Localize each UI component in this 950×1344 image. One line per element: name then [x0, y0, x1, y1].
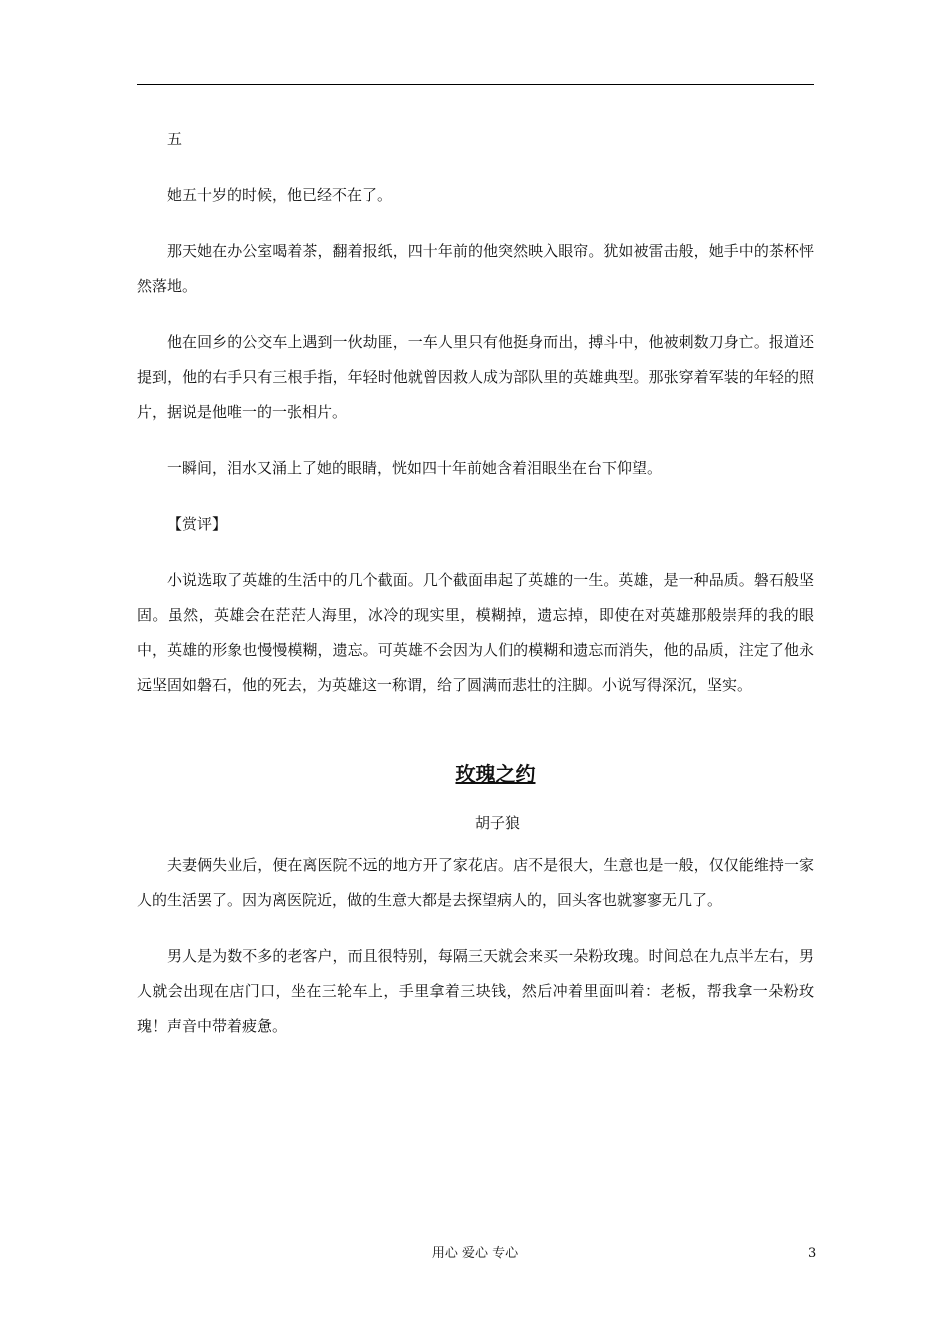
page-number: 3 [808, 1246, 817, 1261]
story-header [137, 754, 814, 838]
header-rule [137, 84, 814, 85]
document-body [137, 122, 814, 1065]
paragraph: 男人是为数不多的老客户，而且很特别，每隔三天就会来买一朵粉玫瑰。时间总在九点半左右，男人就会出现在店门口，坐在三轮车上，手里拿着三块钱，然后冲着里面叫着：老板，帮我拿一朵粉玫瑰！声音中带着疲惫。 [137, 947, 814, 1035]
footer-motto: 用心 爱心 专心 [431, 1246, 519, 1261]
paragraph: 那天她在办公室喝着茶，翻着报纸，四十年前的他突然映入眼帘。犹如被雷击般，她手中的茶杯怦然落地。 [137, 242, 814, 295]
story-author: 胡子狼 [474, 814, 520, 832]
section-number: 五 [167, 130, 183, 148]
story-title: 玫瑰之约 [455, 762, 536, 786]
review-paragraph: 小说选取了英雄的生活中的几个截面。几个截面串起了英雄的一生。英雄，是一种品质。磐石般坚固。虽然，英雄会在茫茫人海里，冰冷的现实里，模糊掉，遗忘掉，即使在对英雄那般崇拜的我的眼中，英雄的形象也慢慢模糊，遗忘。可英雄不会因为人们的模糊和遗忘而消失，他的品质，注定了他永远坚固如磐石，他的死去，为英雄这一称谓，给了圆满而悲壮的注脚。小说写得深沉，坚实。 [137, 571, 814, 694]
paragraph: 她五十岁的时候，他已经不在了。 [167, 186, 393, 204]
paragraph: 他在回乡的公交车上遇到一伙劫匪，一车人里只有他挺身而出，搏斗中，他被刺数刀身亡。报道还提到，他的右手只有三根手指，年轻时他就曾因救人成为部队里的英雄典型。那张穿着军装的年轻的照片，据说是他唯一的一张相片。 [137, 333, 814, 421]
paragraph: 一瞬间，泪水又涌上了她的眼睛，恍如四十年前她含着泪眼坐在台下仰望。 [167, 459, 663, 477]
review-heading: 【赏评】 [167, 515, 228, 533]
paragraph: 夫妻俩失业后，便在离医院不远的地方开了家花店。店不是很大，生意也是一般，仅仅能维持一家人的生活罢了。因为离医院近，做的生意大都是去探望病人的，回头客也就寥寥无几了。 [137, 856, 814, 909]
